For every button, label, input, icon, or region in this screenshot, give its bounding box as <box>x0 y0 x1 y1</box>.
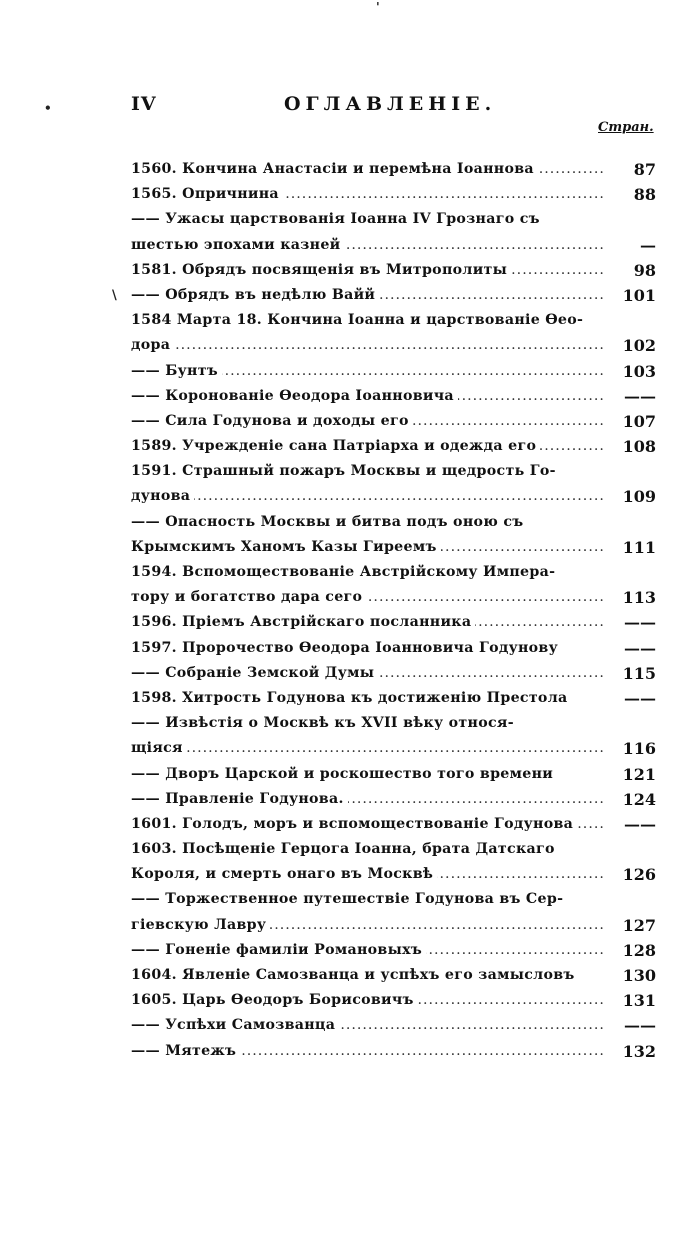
toc-entry-label: —— Торжественное путешествіе Годунова въ Сер- <box>131 891 567 907</box>
toc-entry <box>131 636 656 661</box>
toc-entry <box>131 560 656 585</box>
toc-entry-label: дора <box>131 337 174 353</box>
toc-entry-page: 102 <box>622 336 656 356</box>
toc-entry-text <box>131 207 604 232</box>
toc-entry-text <box>131 686 604 711</box>
toc-entry-text <box>131 157 604 182</box>
toc-entry-text <box>131 333 604 358</box>
toc-entry-label: 1601. Голодъ, моръ и вспомоществованіе Годунова <box>131 816 577 832</box>
toc-entry-page: 131 <box>622 991 656 1011</box>
toc-entry-text <box>131 434 604 459</box>
toc-entry-label: 1603. Посѣщеніе Герцога Іоанна, брата Датскаго <box>131 841 559 857</box>
toc-entry-page: —— <box>624 386 656 406</box>
toc-entry <box>131 787 656 812</box>
toc-entry-page: 132 <box>622 1041 656 1061</box>
toc-entry-page: 107 <box>622 411 656 431</box>
toc-entry-text <box>131 535 604 560</box>
toc-entry-label: 1591. Страшный пожаръ Москвы и щедрость Го- <box>131 463 560 479</box>
toc-entry-page: 87 <box>633 160 656 179</box>
toc-entry-page: 127 <box>622 915 656 935</box>
toc-entry-page: 103 <box>622 361 656 381</box>
toc-entry-page: 115 <box>622 663 656 683</box>
toc-entry <box>131 409 656 434</box>
toc-entry-page <box>606 887 656 912</box>
toc-entry-text <box>131 787 604 812</box>
toc-entry-text <box>131 233 604 258</box>
toc-entry-page <box>606 207 656 232</box>
toc-entry-text <box>131 636 604 661</box>
toc-entry-text <box>131 384 604 409</box>
toc-entry-text <box>131 409 604 434</box>
toc-entry-text <box>131 938 604 963</box>
toc-entry-text <box>131 862 604 887</box>
toc-entry-label: —— Опасность Москвы и битва подъ оною съ <box>131 514 527 530</box>
toc-entry-text <box>131 182 604 207</box>
toc-entry-page: —— <box>624 613 656 633</box>
toc-entry-page: —— <box>624 638 656 658</box>
toc-entry-page: 116 <box>622 739 656 759</box>
toc-entry <box>131 459 656 484</box>
table-of-contents <box>131 157 656 1064</box>
toc-entry <box>131 988 656 1013</box>
toc-entry-text <box>131 258 604 283</box>
toc-entry-label: —— Обрядъ въ недѣлю Вайй <box>131 287 379 303</box>
toc-entry <box>131 610 656 635</box>
toc-entry <box>131 862 656 887</box>
toc-entry-label: —— Коронованіе Ѳеодора Іоанновича <box>131 388 458 404</box>
toc-entry-text <box>131 359 604 384</box>
toc-entry <box>131 535 656 560</box>
toc-entry <box>131 686 656 711</box>
toc-entry <box>131 333 656 358</box>
toc-entry-page: —— <box>624 1016 656 1036</box>
toc-entry <box>131 283 656 308</box>
toc-entry <box>131 736 656 761</box>
toc-entry-page <box>606 510 656 535</box>
toc-entry-label: —— Дворъ Царской и роскошество того времени <box>131 766 557 782</box>
toc-entry-label: гіевскую Лавру <box>131 917 270 933</box>
toc-entry <box>131 963 656 988</box>
toc-entry-text <box>131 913 604 938</box>
toc-entry-text <box>131 484 604 509</box>
toc-entry-text <box>131 610 604 635</box>
toc-entry-label: Короля, и смерть онаго въ Москвѣ <box>131 866 437 882</box>
toc-entry-page: 109 <box>622 487 656 507</box>
toc-entry-text <box>131 963 604 988</box>
toc-entry-label: 1594. Вспомоществованіе Австрійскому Импера- <box>131 564 559 580</box>
toc-entry-label: 1589. Учрежденіе сана Патріарха и одежда его <box>131 438 540 454</box>
toc-entry-text <box>131 661 604 686</box>
toc-entry-label: 1596. Пріемъ Австрійскаго посланника <box>131 614 475 630</box>
ink-speck: ' <box>376 0 380 14</box>
toc-entry-page <box>606 459 656 484</box>
toc-entry <box>131 1013 656 1038</box>
toc-entry-text <box>131 510 604 535</box>
toc-entry-page: —— <box>624 814 656 834</box>
toc-entry-page: 130 <box>622 966 656 985</box>
toc-entry <box>131 308 656 333</box>
toc-entry-label: 1581. Обрядъ посвященія въ Митрополиты <box>131 262 511 278</box>
toc-entry-label: шестью эпохами казней <box>131 237 344 253</box>
toc-entry-label: —— Ужасы царствованія Іоанна IV Грознаго съ <box>131 211 544 227</box>
toc-entry-page: 101 <box>622 285 656 305</box>
toc-entry-text <box>131 988 604 1013</box>
toc-entry-label: —— Извѣстія о Москвѣ къ XVII вѣку относя- <box>131 715 518 731</box>
toc-entry-page <box>606 711 656 736</box>
toc-entry-text <box>131 887 604 912</box>
toc-entry-text <box>131 837 604 862</box>
toc-entry-label: 1584 Марта 18. Кончина Іоанна и царствованіе Ѳео- <box>131 312 587 328</box>
toc-entry-text <box>131 1013 604 1038</box>
toc-entry-page: — <box>640 235 656 255</box>
toc-entry <box>131 887 656 912</box>
toc-entry <box>131 762 656 787</box>
toc-entry-text <box>131 736 604 761</box>
toc-entry-page: 108 <box>622 437 656 457</box>
toc-entry-label: дунова <box>131 488 194 504</box>
toc-entry-label: —— Бунтъ <box>131 363 222 379</box>
toc-entry-label: 1604. Явленіе Самозванца и успѣхъ его замысловъ <box>131 967 579 983</box>
toc-entry-label: —— Сила Годунова и доходы его <box>131 413 413 429</box>
toc-entry-page: 88 <box>633 185 656 205</box>
toc-entry-text <box>131 459 604 484</box>
toc-entry-label: —— Успѣхи Самозванца <box>131 1017 339 1033</box>
toc-entry-page: 128 <box>622 940 656 960</box>
toc-entry-page <box>606 837 656 862</box>
toc-entry-page: —— <box>624 688 656 708</box>
toc-entry-text <box>131 1039 604 1064</box>
toc-entry-page: 121 <box>622 764 656 784</box>
toc-entry-label: тору и богатство дара сего <box>131 589 366 605</box>
toc-entry-text <box>131 308 604 333</box>
toc-entry-label: 1597. Пророчество Ѳеодора Іоанновича Годунову <box>131 640 562 656</box>
toc-entry-label: 1565. Опричнина <box>131 186 283 202</box>
toc-entry-label: 1605. Царь Ѳеодоръ Борисовичъ <box>131 992 418 1008</box>
toc-entry-label: —— Мятежъ <box>131 1043 240 1059</box>
toc-entry-text <box>131 283 604 308</box>
toc-entry <box>131 434 656 459</box>
toc-entry-page: 126 <box>622 865 656 885</box>
toc-entry <box>131 384 656 409</box>
toc-entry-page: 98 <box>633 260 656 280</box>
toc-entry <box>131 233 656 258</box>
toc-entry-text <box>131 560 604 585</box>
toc-entry-page <box>606 308 656 333</box>
toc-entry <box>131 585 656 610</box>
toc-entry-label: щіяся <box>131 740 187 756</box>
toc-entry-text <box>131 762 604 787</box>
toc-entry-label: 1598. Хитрость Годунова къ достиженію Престола <box>131 690 572 706</box>
toc-entry-page: 113 <box>622 588 656 608</box>
toc-entry <box>131 182 656 207</box>
toc-entry-page: 111 <box>622 537 656 557</box>
toc-entry-text <box>131 812 604 837</box>
toc-entry-label: Крымскимъ Ханомъ Казы Гиреемъ <box>131 539 441 555</box>
toc-entry-text <box>131 585 604 610</box>
toc-entry-label: —— Гоненіе фамиліи Романовыхъ <box>131 942 426 958</box>
toc-entry <box>131 913 656 938</box>
toc-entry <box>131 812 656 837</box>
toc-entry <box>131 837 656 862</box>
toc-entry <box>131 359 656 384</box>
toc-entry <box>131 157 656 182</box>
toc-entry <box>131 207 656 232</box>
toc-entry <box>131 711 656 736</box>
page-column-label: Стран. <box>598 120 654 135</box>
toc-entry-page <box>606 560 656 585</box>
toc-entry-label: 1560. Кончина Анастасіи и перемѣна Іоаннова <box>131 161 538 177</box>
ink-speck: • <box>44 101 52 115</box>
toc-entry <box>131 1039 656 1064</box>
ink-speck: \ <box>112 288 117 303</box>
toc-entry <box>131 258 656 283</box>
toc-entry-page: 124 <box>622 789 656 809</box>
toc-entry-label: —— Правленіе Годунова. <box>131 791 348 807</box>
page-number: IV <box>131 93 157 115</box>
toc-entry-label: —— Собраніе Земской Думы <box>131 665 378 681</box>
toc-entry <box>131 661 656 686</box>
toc-entry <box>131 510 656 535</box>
toc-entry <box>131 484 656 509</box>
toc-entry-text <box>131 711 604 736</box>
page-title: ОГЛАВЛЕНІЕ. <box>284 93 497 115</box>
toc-entry <box>131 938 656 963</box>
